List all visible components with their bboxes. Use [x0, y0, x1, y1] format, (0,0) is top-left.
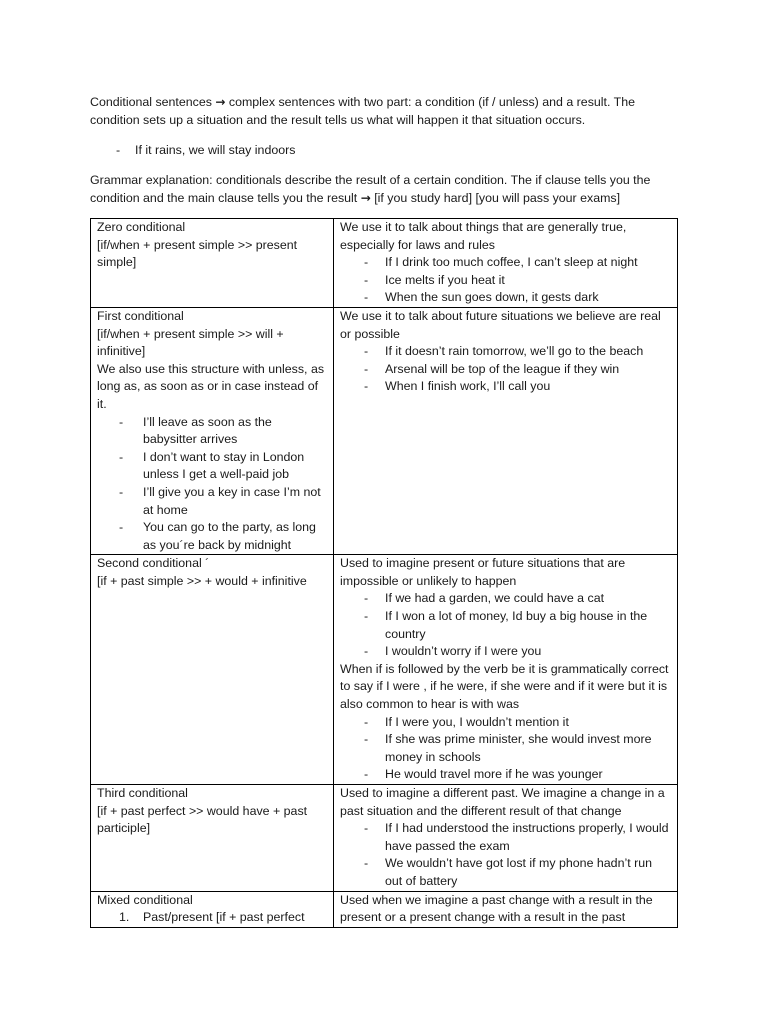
intro-text-end: complex sentences with two part: a condition (if / unless) and a result. The condition sets up a situation and the result tells us what will happen it that situation occurs. — [90, 95, 635, 127]
list-item: - If she was prime minister, she would invest more money in schools — [340, 731, 671, 766]
first-left-examples — [97, 414, 327, 555]
table-row-mixed — [91, 891, 678, 927]
mixed-left-cell — [91, 891, 334, 927]
second-form: [if + past simple >> + would + infinitive — [97, 573, 307, 588]
table-row-third — [91, 785, 678, 892]
table-row-second — [91, 555, 678, 785]
zero-form: [if/when + present simple >> present simple] — [97, 237, 298, 270]
list-item: - I don’t want to stay in London unless I get a well-paid job — [97, 449, 327, 484]
second-right-cell — [334, 555, 678, 785]
list-item: - If I drink too much coffee, I can’t sleep at night — [340, 254, 671, 272]
intro-example: - If it rains, we will stay indoors — [90, 141, 680, 159]
third-right-cell — [334, 785, 678, 892]
second-note: When if is followed by the verb be it is grammatically correct to say if I were , if he were, if she were and if it were but it is also common to hear is with was — [340, 661, 669, 712]
zero-right-cell — [334, 219, 678, 308]
mixed-right-cell — [334, 891, 678, 927]
list-item: - He would travel more if he was younger — [340, 766, 671, 784]
list-item: - When I finish work, I’ll call you — [340, 378, 671, 396]
document-page — [90, 93, 680, 928]
third-desc: Used to imagine a different past. We imagine a change in a past situation and the different result of that change — [340, 786, 665, 818]
second-title: Second conditional ´ — [97, 556, 210, 571]
grammar-text-end: [if you study hard] [you will pass your exams] — [370, 191, 621, 205]
list-item: - I’ll leave as soon as the babysitter arrives — [97, 414, 327, 449]
third-title: Third conditional — [97, 786, 188, 800]
intro-example-list — [90, 141, 680, 159]
list-item: - If it doesn’t rain tomorrow, we’ll go to the beach — [340, 343, 671, 361]
first-form: [if/when + present simple >> will + infinitive] — [97, 326, 284, 359]
first-note: We also use this structure with unless, as long as, as soon as or in case instead of it. — [97, 361, 325, 411]
second-left-cell — [91, 555, 334, 785]
conditionals-table — [90, 218, 678, 928]
list-item: - Arsenal will be top of the league if they win — [340, 361, 671, 379]
first-title: First conditional — [97, 308, 184, 323]
list-item: - If I had understood the instructions properly, I would have passed the exam — [340, 820, 671, 855]
zero-desc: We use it to talk about things that are generally true, especially for laws and rules — [340, 220, 627, 252]
right-arrow-icon: → — [215, 95, 226, 109]
list-item — [97, 909, 327, 927]
zero-left-cell — [91, 219, 334, 308]
second-examples-2 — [340, 714, 671, 784]
list-item: - I wouldn’t worry if I were you — [340, 643, 671, 661]
mixed-list — [97, 909, 327, 927]
list-item: - If I were you, I wouldn’t mention it — [340, 714, 671, 732]
zero-title: Zero conditional — [97, 220, 186, 234]
mixed-desc: Used when we imagine a past change with a result in the present or a present change with a result in the past — [340, 892, 653, 925]
right-arrow-icon: → — [360, 191, 371, 205]
intro-text-start: Conditional sentences — [90, 95, 216, 109]
intro-paragraph — [90, 93, 680, 129]
grammar-explanation — [90, 171, 680, 207]
second-desc: Used to imagine present or future situations that are impossible or unlikely to happen — [340, 556, 626, 588]
mixed-title: Mixed conditional — [97, 892, 193, 907]
list-item: - If we had a garden, we could have a cat — [340, 590, 671, 608]
table-row-zero — [91, 219, 678, 308]
list-item: - When the sun goes down, it gests dark — [340, 289, 671, 307]
third-form: [if + past perfect >> would have + past participle] — [97, 803, 308, 836]
first-right-cell — [334, 307, 678, 554]
list-item: - You can go to the party, as long as you´re back by midnight — [97, 519, 327, 554]
zero-examples — [340, 254, 671, 307]
third-left-cell — [91, 785, 334, 892]
list-item: - If I won a lot of money, Id buy a big house in the country — [340, 608, 671, 643]
second-examples — [340, 590, 671, 660]
grammar-text-start: Grammar explanation: conditionals describe the result of a certain condition. The if clause tells you the condition and the main clause tells you the result — [90, 173, 651, 205]
list-item-text: Past/present [if + past perfect — [143, 910, 305, 925]
list-number: 1. — [119, 910, 130, 925]
first-desc: We use it to talk about future situations we believe are real or possible — [340, 308, 661, 341]
list-item: - I’ll give you a key in case I’m not at home — [97, 484, 327, 519]
list-item: - Ice melts if you heat it — [340, 272, 671, 290]
table-row-first — [91, 307, 678, 554]
list-item: - We wouldn’t have got lost if my phone hadn’t run out of battery — [340, 855, 671, 890]
first-left-cell — [91, 307, 334, 554]
third-examples — [340, 820, 671, 890]
first-examples — [340, 343, 671, 396]
